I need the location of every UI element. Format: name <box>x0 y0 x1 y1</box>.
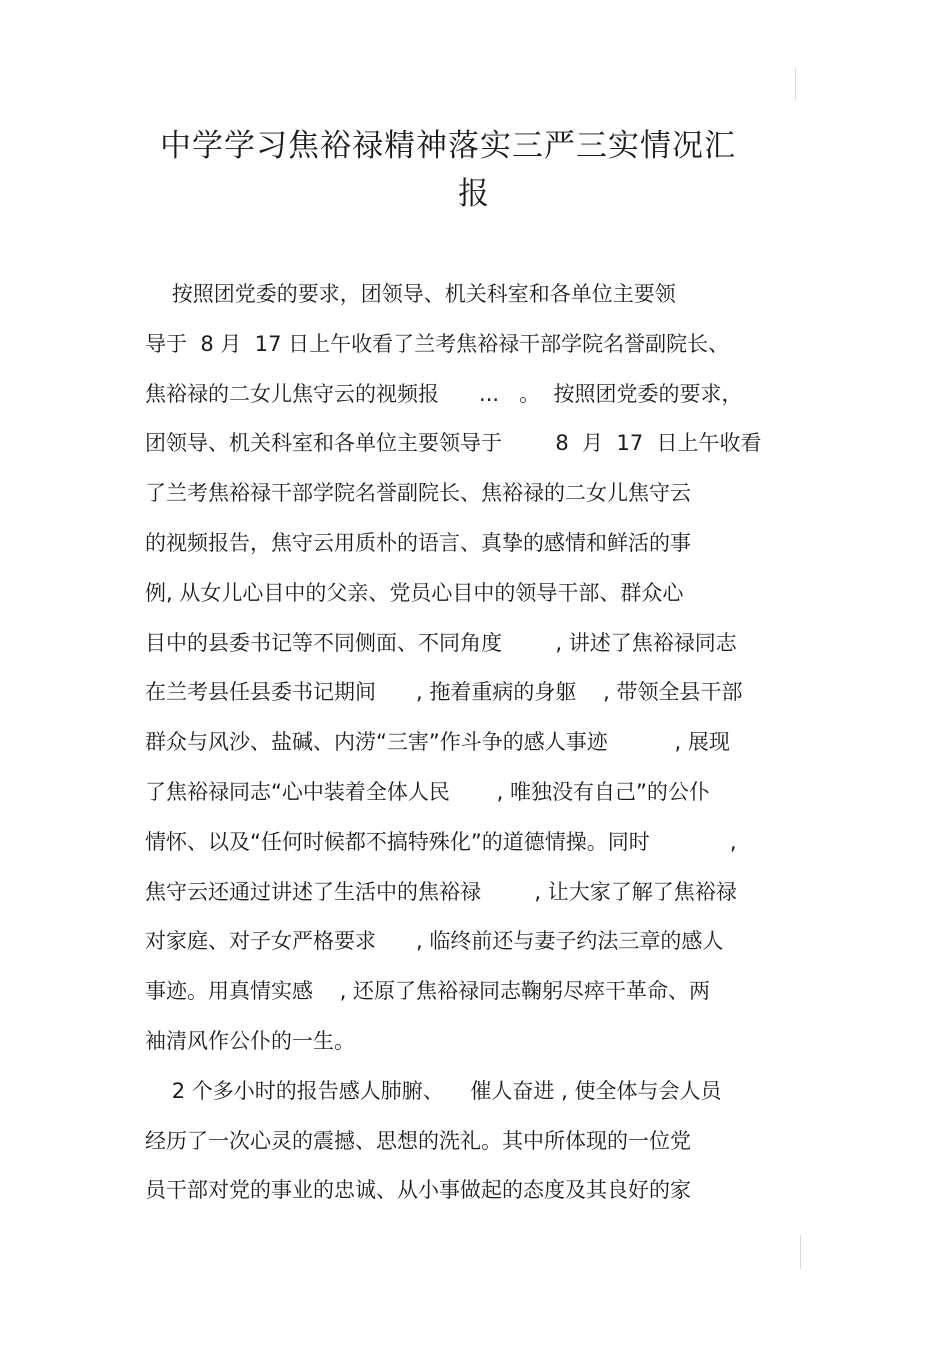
body-text-line: 导于 8 月 17 日上午收看了兰考焦裕禄干部学院名誉副院长、 <box>145 331 730 356</box>
body-text-line: 在兰考县任县委书记期间 , 拖着重病的身躯 , 带领全县干部 <box>145 680 743 705</box>
body-text-line: 2 个多小时的报告感人肺腑、 催人奋进 , 使全体与会人员 <box>145 1078 722 1103</box>
body-text-line: 的视频报告，焦守云用质朴的语言、真挚的感情和鲜活的事 <box>145 531 691 555</box>
document-title-line-1: 中学学习焦裕禄精神落实三严三实情况汇 <box>160 128 736 164</box>
body-text-line: 袖清风作公仆的一生。 <box>145 1029 355 1053</box>
page-edge-mark-top <box>795 68 796 100</box>
body-text-line: 目中的县委书记等不同侧面、不同角度 , 讲述了焦裕禄同志 <box>145 630 737 655</box>
document-title-line-2: 报 <box>458 176 490 212</box>
body-text-line: 经历了一次心灵的震撼、思想的洗礼。其中所体现的一位党 <box>145 1128 691 1153</box>
body-text-line: 按照团党委的要求，团领导、机关科室和各单位主要领 <box>145 282 676 306</box>
body-text-line: 了兰考焦裕禄干部学院名誉副院长、焦裕禄的二女儿焦守云 <box>145 481 691 506</box>
body-text-line: 焦守云还通过讲述了生活中的焦裕禄 , 让大家了解了焦裕禄 <box>145 879 737 904</box>
body-text-line: 团领导、机关科室和各单位主要领导于 8 月 17 日上午收看 <box>145 431 762 456</box>
body-text-line: 员干部对党的事业的忠诚、从小事做起的态度及其良好的家 <box>145 1178 691 1203</box>
body-text-line: 事迹。用真情实感 , 还原了焦裕禄同志鞠躬尽瘁干革命、两 <box>145 979 711 1004</box>
page-edge-mark-bottom <box>800 1235 801 1269</box>
body-text-line: 情怀、以及“任何时候都不搞特殊化”的道德情操。同时 , <box>145 829 737 854</box>
body-text-line: 群众与风沙、盐碱、内涝“三害”作斗争的感人事迹 , 展现 <box>145 730 730 755</box>
body-text-line: 例, 从女儿心目中的父亲、党员心目中的领导干部、群众心 <box>145 580 684 605</box>
body-text-line: 焦裕禄的二女儿焦守云的视频报 ... 。 按照团党委的要求， <box>145 381 743 406</box>
body-text-line: 了焦裕禄同志“心中装着全体人民 , 唯独没有自己”的公仆 <box>145 780 710 804</box>
body-text-line: 对家庭、对子女严格要求 , 临终前还与妻子约法三章的感人 <box>145 929 724 954</box>
